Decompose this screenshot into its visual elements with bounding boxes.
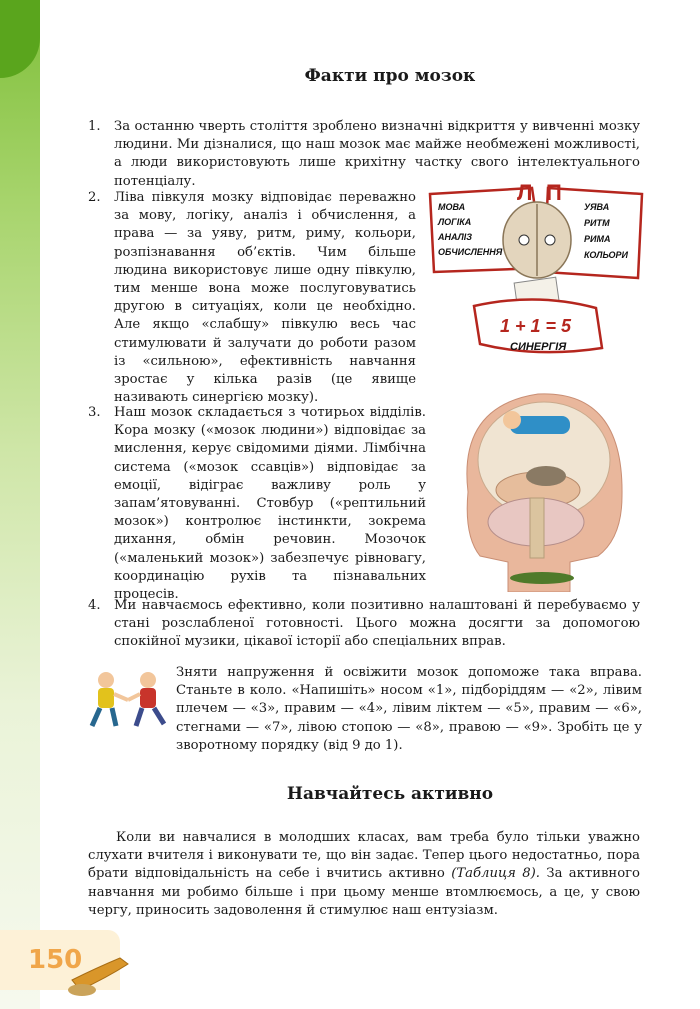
brain-anatomy-illustration <box>438 380 643 592</box>
exercise-paragraph: Зняти напруження й освіжити мозок допоможе така вправа. Станьте в коло. «Напишіть» носом «1», підборіддям — «2», лівим плечем — «3», правим — «4», лівим ліктем — «5», правим — «6», стегнами — «7», лівою стопою — «8», правою — «9». Зробіть це у зворотному порядку (від 9 до 1). <box>176 665 642 753</box>
right-word: КОЛЬОРИ <box>584 250 628 260</box>
brain-stem <box>530 498 544 558</box>
page-sidebar <box>0 0 40 1009</box>
fact-paragraph-2: Ліва півкуля мозку відповідає переважно за мову, логіку, аналіз і обчислення, а права — за уяву, ритм, риму, кольори, розпізнавання об’єктів. Чим більше людина використовує лише одну півкулю, тим менше вона може послуговуватись другою в ситуаціях, коли це необхідно. Але якщо «слабшу» півкулю весь час стимулювати й залучати до роботи разом із «сильною», ефективність навчання зростає у кілька разів (це явище називають синергією мозку). <box>114 190 416 406</box>
brain-eye-right <box>545 235 555 245</box>
hand-shadow <box>68 984 96 996</box>
item-number: 4. <box>88 598 101 613</box>
item-number: 2. <box>88 190 101 205</box>
girl-head-icon <box>503 411 521 429</box>
lizard-icon <box>510 572 574 584</box>
left-hemisphere-letter: Л <box>517 180 533 205</box>
brain-eye-left <box>519 235 529 245</box>
cursor-hand-icon <box>66 950 136 998</box>
child-head-icon <box>98 672 114 688</box>
fact-paragraph-3: Наш мозок складається з чотирьох відділів. Кора мозку («мозок людини») відповідає за мислення, керує свідомими діями. Лімбічна система («мозок ссавців») відповідає за емоції, відіграє важливу роль у запам’ятовуванні. Стовбур («рептильний мозок») контролює інстинкти, зокрема дихання, обмін речовин. Мозочок («маленький мозок») забезпечує рівновагу, координацію рухів та пізнавальних процесів. <box>114 405 426 603</box>
child-shirt-icon <box>98 688 114 708</box>
child-shirt-icon <box>140 688 156 708</box>
brain-hemispheres-diagram <box>424 180 650 365</box>
section-title-active-learning: Навчайтесь активно <box>286 784 494 804</box>
active-learning-text-end: За активного навчання ми робимо більше і при цьому менше втомлюємось, а це, у свою чергу, приносить задоволення й стимулює наш ентузіазм. <box>88 866 640 918</box>
section-title-brain-facts: Факти про мозок <box>304 66 476 86</box>
active-learning-paragraph <box>88 829 640 920</box>
child-head-icon <box>140 672 156 688</box>
right-word: РИТМ <box>584 218 610 228</box>
left-word: МОВА <box>438 202 466 212</box>
child-arm-icon <box>114 694 128 700</box>
cat-icon <box>526 466 566 486</box>
item-number: 1. <box>88 119 101 134</box>
item-number: 3. <box>88 405 101 420</box>
child-legs-icon <box>92 708 116 726</box>
right-word: РИМА <box>584 234 611 244</box>
left-word: ОБЧИСЛЕННЯ <box>438 247 503 257</box>
synergy-formula: 1 + 1 = 5 <box>500 316 572 336</box>
child-legs-icon <box>136 708 164 726</box>
right-word: УЯВА <box>584 202 610 212</box>
left-word: ЛОГІКА <box>438 217 472 227</box>
left-word: АНАЛІЗ <box>438 232 473 242</box>
table-reference: (Таблиця 8). <box>451 866 540 882</box>
right-hemisphere-letter: П <box>546 180 562 205</box>
page-number: 150 <box>28 945 83 975</box>
child-arm-icon <box>128 694 140 700</box>
active-learning-text-start: Коли ви навчалися в молодших класах, вам треба було тільки уважно слухати вчителя і виконувати те, що він задає. Тепер цього недостатньо, пора брати відповідальність на себе і вчитись активно <box>88 830 640 882</box>
children-exercise-illustration <box>84 668 172 732</box>
fact-paragraph-4: Ми навчаємось ефективно, коли позитивно налаштовані й перебуваємо у стані розслабленої готовності. Цього можна досягти за допомогою спокійної музики, цікавої історії або спеціальних вправ. <box>114 598 640 650</box>
fact-paragraph-1: За останню чверть століття зроблено визначні відкриття у вивченні мозку людини. Ми дізналися, що наш мозок має майже необмежені можливості, а люди використовують лише крихітну частку свого інтелектуального потенціалу. <box>114 119 640 189</box>
synergy-label: СИНЕРГІЯ <box>510 341 567 353</box>
